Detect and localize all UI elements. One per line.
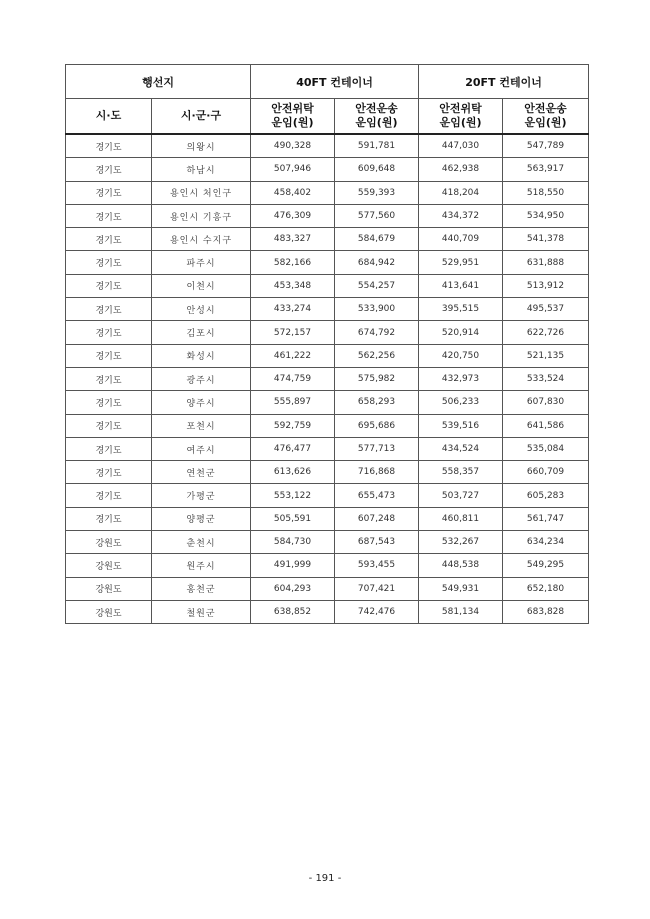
cell-sido: 경기도 [66, 391, 152, 414]
header-label-line2: 운임(원) [439, 116, 482, 129]
cell-40ft-consignment-rate: 490,328 [251, 134, 335, 158]
cell-sigungu: 용인시 기흥구 [152, 204, 251, 227]
cell-40ft-transport-rate: 577,560 [335, 204, 419, 227]
header-destination: 행선지 [66, 65, 251, 99]
cell-20ft-transport-rate: 660,709 [503, 461, 589, 484]
cell-sido: 경기도 [66, 461, 152, 484]
cell-20ft-transport-rate: 549,295 [503, 554, 589, 577]
table-row [66, 158, 589, 181]
table-row [66, 228, 589, 251]
header-label-line1: 안전위탁 [271, 102, 314, 115]
cell-20ft-consignment-rate: 581,134 [419, 600, 503, 623]
cell-sido: 경기도 [66, 181, 152, 204]
cell-20ft-consignment-rate: 440,709 [419, 228, 503, 251]
page-number: - 191 - [308, 873, 342, 884]
table-row [66, 461, 589, 484]
cell-20ft-transport-rate: 534,950 [503, 204, 589, 227]
header-label-line2: 운임(원) [524, 116, 567, 129]
cell-40ft-transport-rate: 554,257 [335, 274, 419, 297]
table-row [66, 484, 589, 507]
cell-40ft-transport-rate: 684,942 [335, 251, 419, 274]
table-row [66, 367, 589, 390]
cell-40ft-transport-rate: 575,982 [335, 367, 419, 390]
cell-40ft-consignment-rate: 604,293 [251, 577, 335, 600]
cell-40ft-transport-rate: 695,686 [335, 414, 419, 437]
cell-40ft-transport-rate: 707,421 [335, 577, 419, 600]
cell-sigungu: 원주시 [152, 554, 251, 577]
cell-20ft-consignment-rate: 503,727 [419, 484, 503, 507]
table-row [66, 414, 589, 437]
cell-sido: 강원도 [66, 600, 152, 623]
cell-20ft-consignment-rate: 418,204 [419, 181, 503, 204]
cell-sigungu: 양평군 [152, 507, 251, 530]
table-body [66, 134, 589, 624]
table-header [66, 65, 589, 135]
cell-20ft-transport-rate: 535,084 [503, 437, 589, 460]
cell-sigungu: 가평군 [152, 484, 251, 507]
cell-40ft-transport-rate: 658,293 [335, 391, 419, 414]
cell-sido: 경기도 [66, 484, 152, 507]
header-20ft-container: 20FT 컨테이너 [419, 65, 589, 99]
table-row [66, 134, 589, 158]
cell-40ft-transport-rate: 609,648 [335, 158, 419, 181]
cell-sigungu: 용인시 수지구 [152, 228, 251, 251]
cell-20ft-consignment-rate: 413,641 [419, 274, 503, 297]
cell-20ft-consignment-rate: 539,516 [419, 414, 503, 437]
cell-sido: 강원도 [66, 554, 152, 577]
cell-20ft-consignment-rate: 434,372 [419, 204, 503, 227]
table-row [66, 437, 589, 460]
cell-40ft-consignment-rate: 461,222 [251, 344, 335, 367]
table-row [66, 577, 589, 600]
cell-sido: 경기도 [66, 158, 152, 181]
cell-sigungu: 연천군 [152, 461, 251, 484]
header-label-line2: 운임(원) [355, 116, 398, 129]
cell-40ft-consignment-rate: 453,348 [251, 274, 335, 297]
cell-20ft-transport-rate: 547,789 [503, 134, 589, 158]
cell-sido: 경기도 [66, 367, 152, 390]
header-40ft-transport-rate [335, 99, 419, 135]
cell-20ft-consignment-rate: 520,914 [419, 321, 503, 344]
cell-40ft-consignment-rate: 476,309 [251, 204, 335, 227]
cell-20ft-transport-rate: 541,378 [503, 228, 589, 251]
cell-sido: 경기도 [66, 437, 152, 460]
cell-20ft-consignment-rate: 549,931 [419, 577, 503, 600]
cell-sigungu: 의왕시 [152, 134, 251, 158]
cell-20ft-transport-rate: 634,234 [503, 531, 589, 554]
cell-sido: 경기도 [66, 298, 152, 321]
cell-20ft-transport-rate: 513,912 [503, 274, 589, 297]
cell-sigungu: 이천시 [152, 274, 251, 297]
cell-40ft-transport-rate: 655,473 [335, 484, 419, 507]
cell-sigungu: 여주시 [152, 437, 251, 460]
cell-sido: 경기도 [66, 204, 152, 227]
table-row [66, 391, 589, 414]
cell-40ft-transport-rate: 607,248 [335, 507, 419, 530]
cell-40ft-transport-rate: 584,679 [335, 228, 419, 251]
cell-40ft-transport-rate: 716,868 [335, 461, 419, 484]
cell-20ft-transport-rate: 652,180 [503, 577, 589, 600]
cell-20ft-transport-rate: 518,550 [503, 181, 589, 204]
table-row [66, 298, 589, 321]
cell-20ft-consignment-rate: 460,811 [419, 507, 503, 530]
header-20ft-consignment-rate [419, 99, 503, 135]
cell-40ft-consignment-rate: 592,759 [251, 414, 335, 437]
table-row [66, 507, 589, 530]
cell-20ft-consignment-rate: 532,267 [419, 531, 503, 554]
cell-40ft-consignment-rate: 474,759 [251, 367, 335, 390]
table-row [66, 181, 589, 204]
cell-sigungu: 안성시 [152, 298, 251, 321]
header-row-groups [66, 65, 589, 99]
cell-20ft-consignment-rate: 462,938 [419, 158, 503, 181]
cell-20ft-consignment-rate: 447,030 [419, 134, 503, 158]
cell-40ft-transport-rate: 562,256 [335, 344, 419, 367]
cell-20ft-transport-rate: 563,917 [503, 158, 589, 181]
cell-sigungu: 용인시 처인구 [152, 181, 251, 204]
cell-20ft-consignment-rate: 506,233 [419, 391, 503, 414]
cell-40ft-consignment-rate: 613,626 [251, 461, 335, 484]
cell-20ft-transport-rate: 533,524 [503, 367, 589, 390]
header-40ft-container: 40FT 컨테이너 [251, 65, 419, 99]
table-row [66, 251, 589, 274]
table-row [66, 274, 589, 297]
cell-20ft-transport-rate: 683,828 [503, 600, 589, 623]
cell-20ft-transport-rate: 641,586 [503, 414, 589, 437]
cell-sigungu: 철원군 [152, 600, 251, 623]
cell-sigungu: 홍천군 [152, 577, 251, 600]
cell-20ft-transport-rate: 521,135 [503, 344, 589, 367]
cell-40ft-consignment-rate: 638,852 [251, 600, 335, 623]
cell-sigungu: 하남시 [152, 158, 251, 181]
cell-sigungu: 포천시 [152, 414, 251, 437]
cell-sido: 강원도 [66, 531, 152, 554]
cell-sido: 경기도 [66, 134, 152, 158]
cell-20ft-consignment-rate: 529,951 [419, 251, 503, 274]
cell-20ft-transport-rate: 561,747 [503, 507, 589, 530]
cell-40ft-transport-rate: 742,476 [335, 600, 419, 623]
cell-20ft-consignment-rate: 420,750 [419, 344, 503, 367]
header-20ft-transport-rate [503, 99, 589, 135]
cell-sido: 경기도 [66, 321, 152, 344]
cell-20ft-transport-rate: 495,537 [503, 298, 589, 321]
cell-40ft-consignment-rate: 553,122 [251, 484, 335, 507]
cell-20ft-transport-rate: 605,283 [503, 484, 589, 507]
header-sido: 시·도 [66, 99, 152, 135]
cell-40ft-consignment-rate: 483,327 [251, 228, 335, 251]
cell-sido: 경기도 [66, 414, 152, 437]
cell-40ft-consignment-rate: 505,591 [251, 507, 335, 530]
header-label-line1: 안전운송 [355, 102, 398, 115]
table-row [66, 600, 589, 623]
cell-20ft-transport-rate: 622,726 [503, 321, 589, 344]
cell-sigungu: 화성시 [152, 344, 251, 367]
cell-40ft-consignment-rate: 507,946 [251, 158, 335, 181]
cell-40ft-transport-rate: 591,781 [335, 134, 419, 158]
cell-40ft-consignment-rate: 572,157 [251, 321, 335, 344]
header-row-columns [66, 99, 589, 135]
cell-40ft-transport-rate: 559,393 [335, 181, 419, 204]
cell-20ft-consignment-rate: 448,538 [419, 554, 503, 577]
header-40ft-consignment-rate [251, 99, 335, 135]
cell-40ft-consignment-rate: 582,166 [251, 251, 335, 274]
cell-40ft-consignment-rate: 476,477 [251, 437, 335, 460]
cell-sido: 강원도 [66, 577, 152, 600]
cell-40ft-consignment-rate: 584,730 [251, 531, 335, 554]
cell-20ft-consignment-rate: 434,524 [419, 437, 503, 460]
cell-sigungu: 광주시 [152, 367, 251, 390]
cell-sigungu: 양주시 [152, 391, 251, 414]
cell-sigungu: 춘천시 [152, 531, 251, 554]
cell-sido: 경기도 [66, 251, 152, 274]
cell-20ft-consignment-rate: 432,973 [419, 367, 503, 390]
freight-rate-table [65, 64, 589, 624]
cell-40ft-transport-rate: 687,543 [335, 531, 419, 554]
cell-20ft-consignment-rate: 395,515 [419, 298, 503, 321]
cell-sido: 경기도 [66, 274, 152, 297]
cell-20ft-transport-rate: 631,888 [503, 251, 589, 274]
cell-sido: 경기도 [66, 344, 152, 367]
cell-40ft-transport-rate: 593,455 [335, 554, 419, 577]
table-row [66, 321, 589, 344]
table-row [66, 344, 589, 367]
cell-40ft-consignment-rate: 458,402 [251, 181, 335, 204]
cell-40ft-transport-rate: 674,792 [335, 321, 419, 344]
cell-40ft-consignment-rate: 491,999 [251, 554, 335, 577]
cell-sido: 경기도 [66, 507, 152, 530]
cell-sigungu: 김포시 [152, 321, 251, 344]
cell-sigungu: 파주시 [152, 251, 251, 274]
header-sigungu: 시·군·구 [152, 99, 251, 135]
cell-40ft-transport-rate: 577,713 [335, 437, 419, 460]
header-label-line2: 운임(원) [271, 116, 314, 129]
header-label-line1: 안전운송 [524, 102, 567, 115]
header-label-line1: 안전위탁 [439, 102, 482, 115]
cell-sido: 경기도 [66, 228, 152, 251]
table-row [66, 531, 589, 554]
cell-40ft-consignment-rate: 433,274 [251, 298, 335, 321]
cell-40ft-transport-rate: 533,900 [335, 298, 419, 321]
table-row [66, 554, 589, 577]
cell-20ft-transport-rate: 607,830 [503, 391, 589, 414]
cell-40ft-consignment-rate: 555,897 [251, 391, 335, 414]
cell-20ft-consignment-rate: 558,357 [419, 461, 503, 484]
table-row [66, 204, 589, 227]
